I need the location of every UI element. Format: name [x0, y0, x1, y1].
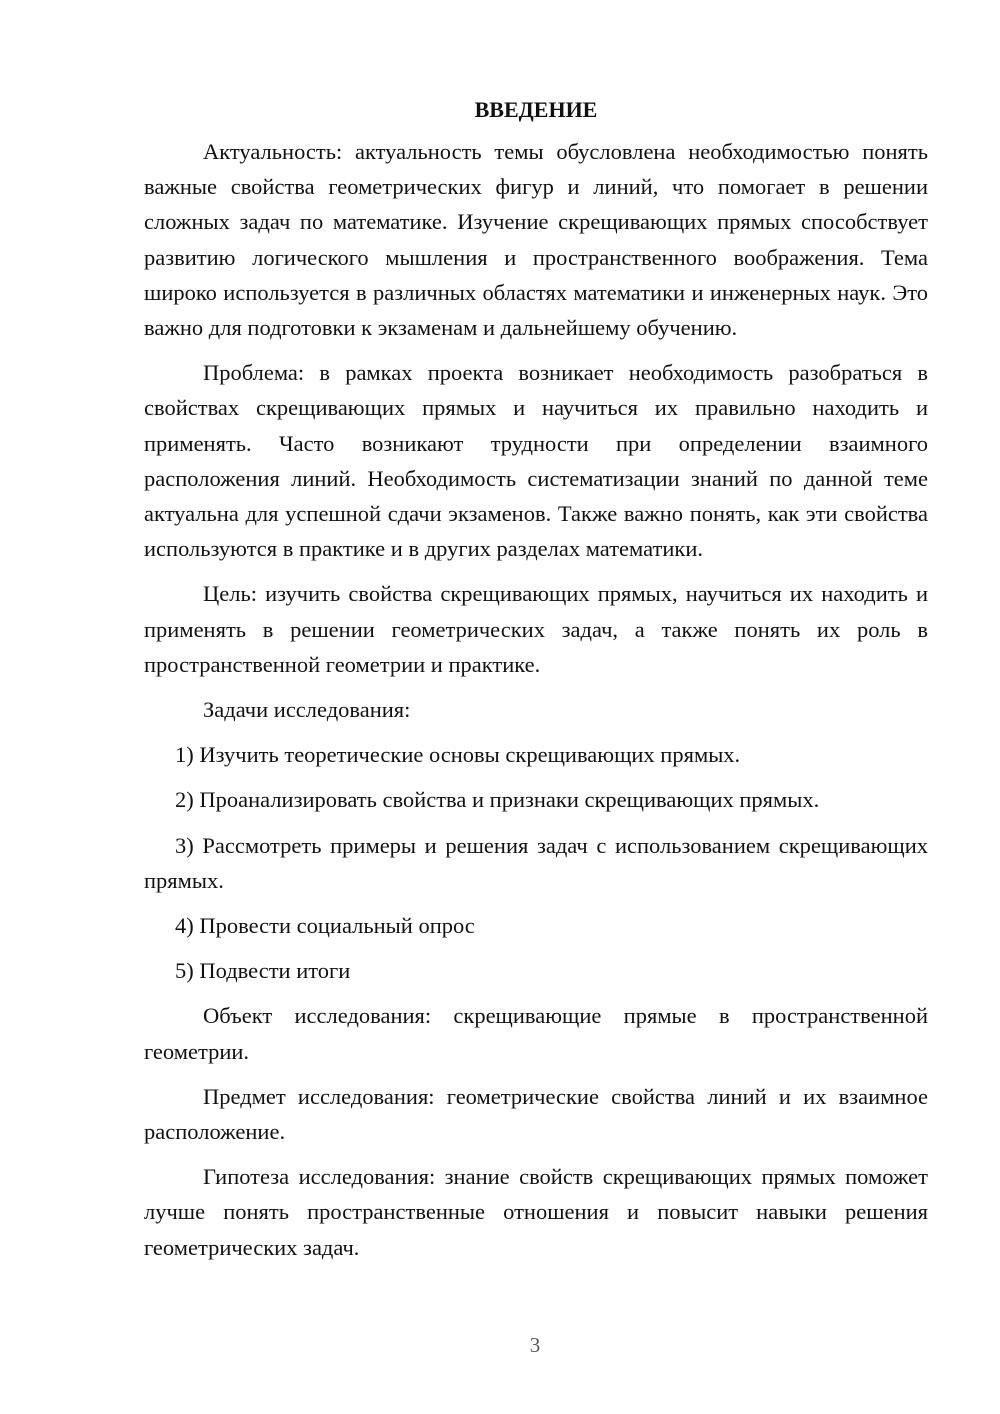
paragraph-problem: Проблема: в рамках проекта возникает необходимость разобраться в свойствах скрещивающих прямых и научиться их правильно находить и применять. Часто возникают трудности при определении взаимного расположения линий. Необходимость систематизации знаний по данной теме актуальна для успешной сдачи экзаменов. Также важно понять, как эти свойства используются в практике и в других разделах математики.	[144, 360, 928, 562]
task-item-2: 2) Проанализировать свойства и признаки скрещивающих прямых.	[175, 787, 820, 813]
task-item-4: 4) Провести социальный опрос	[175, 913, 475, 939]
page-number: 3	[529, 1333, 541, 1357]
paragraph-hypothesis: Гипотеза исследования: знание свойств скрещивающих прямых поможет лучше понять пространственные отношения и повысит навыки решения геометрических задач.	[144, 1164, 928, 1260]
paragraph-object: Объект исследования: скрещивающие прямые в пространственной геометрии.	[144, 1003, 928, 1064]
document-page	[144, 92, 928, 1265]
tasks-heading: Задачи исследования:	[203, 697, 411, 723]
task-item-5: 5) Подвести итоги	[175, 958, 351, 984]
section-title: ВВЕДЕНИЕ	[474, 97, 598, 122]
paragraph-goal: Цель: изучить свойства скрещивающих прямых, научиться их находить и применять в решении геометрических задач, а также понять их роль в пространственной геометрии и практике.	[144, 581, 928, 677]
task-item-1: 1) Изучить теоретические основы скрещивающих прямых.	[175, 742, 741, 768]
paragraph-subject: Предмет исследования: геометрические свойства линий и их взаимное расположение.	[144, 1083, 928, 1145]
task-item-3: 3) Рассмотреть примеры и решения задач с использованием скрещивающих прямых.	[144, 832, 928, 893]
paragraph-relevance: Актуальность: актуальность темы обусловлена необходимостью понять важные свойства геометрических фигур и линий, что помогает в решении сложных задач по математике. Изучение скрещивающих прямых способствует развитию логического мышления и пространственного воображения. Тема широко используется в различных областях математики и инженерных наук. Это важно для подготовки к экзаменам и дальнейшему обучению.	[144, 139, 928, 341]
